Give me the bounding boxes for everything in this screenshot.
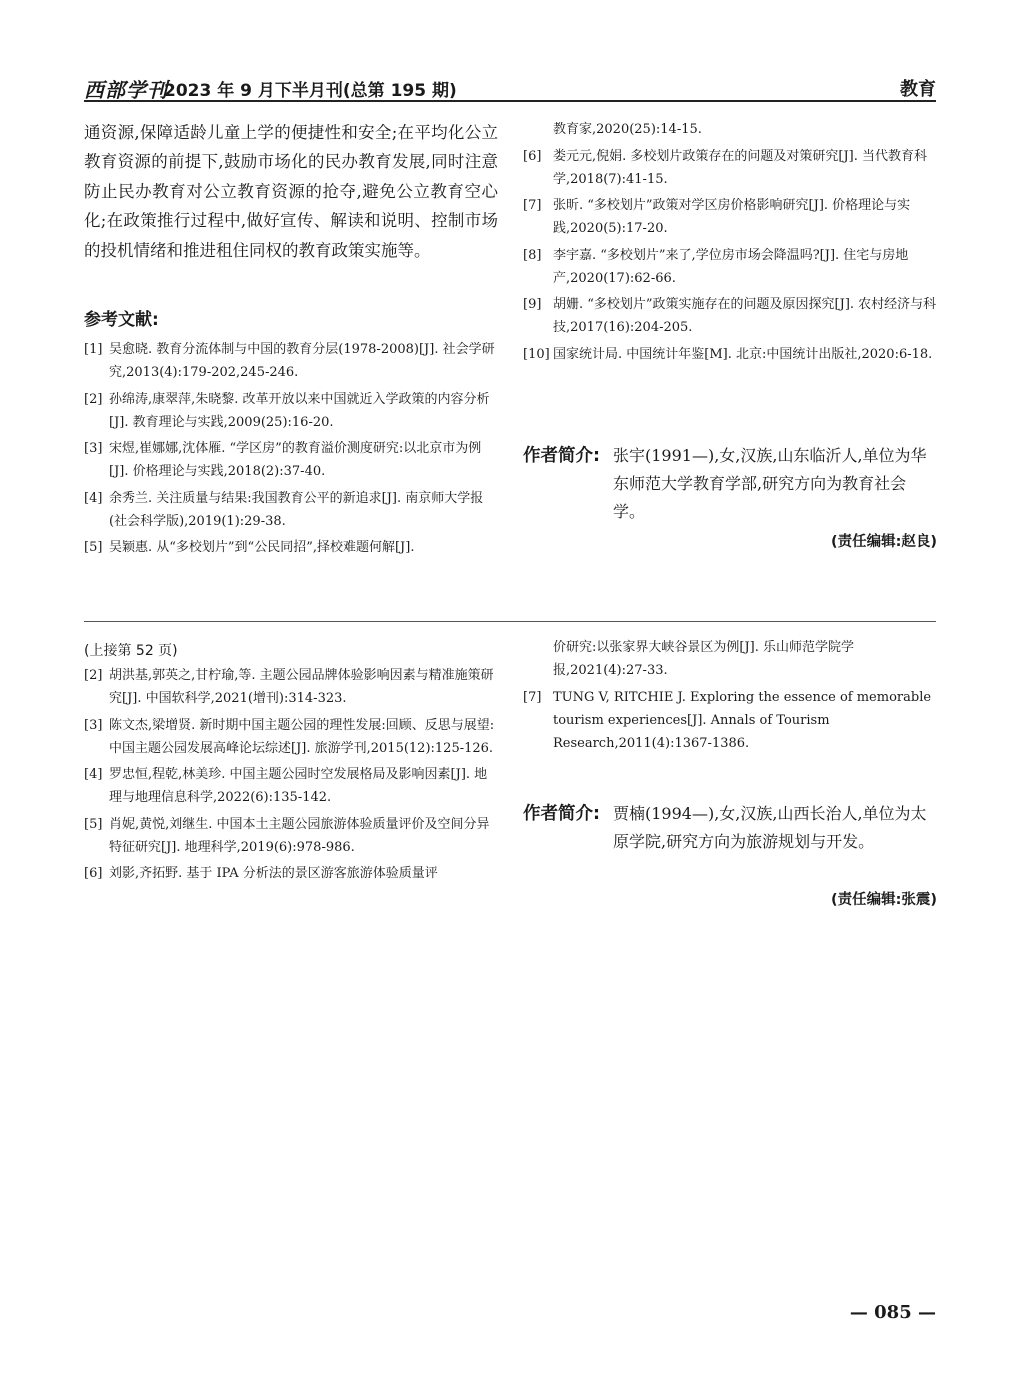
- author-bio: 张宇(1991—),女,汉族,山东临沂人,单位为华东师范大学教育学部,研究方向为教育社会学。: [613, 446, 927, 521]
- reference-number: [3]: [84, 717, 103, 733]
- reference-number: [6]: [523, 148, 542, 164]
- reference-text: 吴愈晓. 教育分流体制与中国的教育分层(1978-2008)[J]. 社会学研究,2013(4):179-202,245-246.: [109, 342, 495, 381]
- reference-number: [6]: [84, 866, 103, 881]
- references-list: [84, 338, 498, 559]
- reference-number: [1]: [84, 342, 103, 358]
- continued-references-list-right: [523, 686, 937, 755]
- editor-note: (责任编辑:张震): [830, 892, 937, 908]
- reference-text: 孙绵涛,康翠萍,朱晓黎. 改革开放以来中国就近入学政策的内容分析[J]. 教育理论与实践,2009(25):16-20.: [109, 391, 490, 430]
- reference-item: [523, 145, 937, 191]
- reference-number: [9]: [523, 297, 542, 312]
- reference-text: 罗忠恒,程乾,林美珍. 中国主题公园时空发展格局及影响因素[J]. 地理与地理信息科学,2022(6):135-142.: [109, 767, 488, 805]
- reference-item: [523, 343, 937, 366]
- reference-item: [84, 536, 498, 559]
- reference-item: [523, 194, 937, 240]
- reference-text: 宋煜,崔娜娜,沈体雁. “学区房”的教育溢价测度研究:以北京市为例[J]. 价格理论与实践,2018(2):37-40.: [109, 441, 482, 480]
- upper-right-column: [523, 118, 937, 369]
- reference-text: 刘影,齐拓野. 基于 IPA 分析法的景区游客旅游体验质量评: [109, 866, 438, 881]
- reference-text: 吴颖惠. 从“多校划片”到“公民同招”,择校难题何解[J].: [109, 540, 415, 556]
- reference-text: TUNG V, RITCHIE J. Exploring the essence of memorable tourism experiences[J]. Annals of Tourism Research,2011(4):1367-1386.: [553, 689, 932, 751]
- reference-item: [84, 487, 498, 533]
- reference-text: 陈文杰,梁增贤. 新时期中国主题公园的理性发展:回顾、反思与展望:中国主题公园发展高峰论坛综述[J]. 旅游学刊,2015(12):125-126.: [109, 717, 495, 756]
- reference-text: 张昕. “多校划片”政策对学区房价格影响研究[J]. 价格理论与实践,2020(5):17-20.: [553, 198, 911, 236]
- reference-number: [5]: [84, 540, 103, 556]
- references-heading: 参考文献:: [84, 310, 159, 331]
- reference-item: [84, 338, 498, 384]
- reference-number: [4]: [84, 490, 103, 506]
- page-number: — 085 —: [849, 1302, 936, 1323]
- reference-text: 余秀兰. 关注质量与结果:我国教育公平的新追求[J]. 南京师大学报(社会科学版),2019(1):29-38.: [109, 490, 484, 529]
- section-divider: [84, 621, 936, 622]
- author-bio: 贾楠(1994—),女,汉族,山西长治人,单位为太原学院,研究方向为旅游规划与开发。: [613, 804, 927, 851]
- reference-number: [5]: [84, 816, 103, 832]
- reference-text: 国家统计局. 中国统计年鉴[M]. 北京:中国统计出版社,2020:6-18.: [553, 346, 933, 362]
- reference-text: 胡洪基,郭英之,甘柠瑜,等. 主题公园品牌体验影响因素与精准施策研究[J]. 中国软科学,2021(增刊):314-323.: [109, 668, 494, 706]
- reference-number: [7]: [523, 689, 542, 705]
- reference-item: [84, 763, 498, 809]
- reference-number: [8]: [523, 247, 542, 263]
- author-label: 作者简介:: [523, 804, 600, 824]
- lower-left-column: [84, 640, 498, 889]
- reference-number: [2]: [84, 668, 103, 683]
- continued-references-list: [84, 664, 498, 885]
- reference-number: [2]: [84, 391, 103, 407]
- reference-item: [84, 388, 498, 434]
- reference-continuation: 教育家,2020(25):14-15.: [553, 122, 702, 137]
- issue-info: 2023 年 9 月下半月刊(总第 195 期): [164, 81, 457, 101]
- reference-number: [7]: [523, 198, 542, 213]
- author-label: 作者简介:: [523, 446, 600, 466]
- reference-text: 肖妮,黄悦,刘继生. 中国本土主题公园旅游体验质量评价及空间分异特征研究[J]. 地理科学,2019(6):978-986.: [109, 816, 490, 855]
- reference-item: [84, 714, 498, 760]
- reference-text: 娄元元,倪娟. 多校划片政策存在的问题及对策研究[J]. 当代教育科学,2018(7):41-15.: [553, 148, 928, 187]
- reference-item: [523, 244, 937, 290]
- reference-item: [84, 862, 498, 885]
- references-list-continued: [523, 118, 937, 141]
- reference-item: [523, 686, 937, 755]
- lower-right-column: [523, 636, 937, 758]
- editor-note: (责任编辑:赵良): [830, 534, 937, 550]
- continued-references-list-right-continued: [523, 636, 937, 682]
- body-paragraph: 通资源,保障适龄儿童上学的便捷性和安全;在平均化公立教育资源的前提下,鼓励市场化的民办教育发展,同时注意防止民办教育对公立教育资源的抢夺,避免公立教育空心化;在政策推行过程中,做好宣传、解读和说明、控制市场的投机情绪和推进租住同权的教育政策实施等。: [84, 123, 498, 260]
- running-header: [84, 70, 936, 102]
- reference-number: [3]: [84, 441, 103, 457]
- author-bio-block-2: [523, 800, 937, 910]
- author-bio-block: [523, 442, 937, 552]
- section-label: 教育: [900, 79, 936, 100]
- reference-text: 李宇嘉. “多校划片”来了,学位房市场会降温吗?[J]. 住宅与房地产,2020(17):62-66.: [553, 247, 909, 286]
- reference-number: [10]: [523, 346, 550, 362]
- reference-item: [84, 813, 498, 859]
- reference-item: [84, 437, 498, 483]
- reference-item: [84, 664, 498, 710]
- reference-item: [523, 293, 937, 339]
- upper-left-column: [84, 118, 498, 563]
- journal-logo: 西部学刊: [84, 78, 168, 102]
- reference-continuation: 价研究:以张家界大峡谷景区为例[J]. 乐山师范学院学报,2021(4):27-33.: [553, 640, 854, 678]
- reference-number: [4]: [84, 767, 103, 782]
- references-list-right: [523, 145, 937, 366]
- reference-text: 胡姗. “多校划片”政策实施存在的问题及原因探究[J]. 农村经济与科技,2017(16):204-205.: [553, 297, 937, 335]
- continued-from-label: (上接第 52 页): [84, 643, 178, 659]
